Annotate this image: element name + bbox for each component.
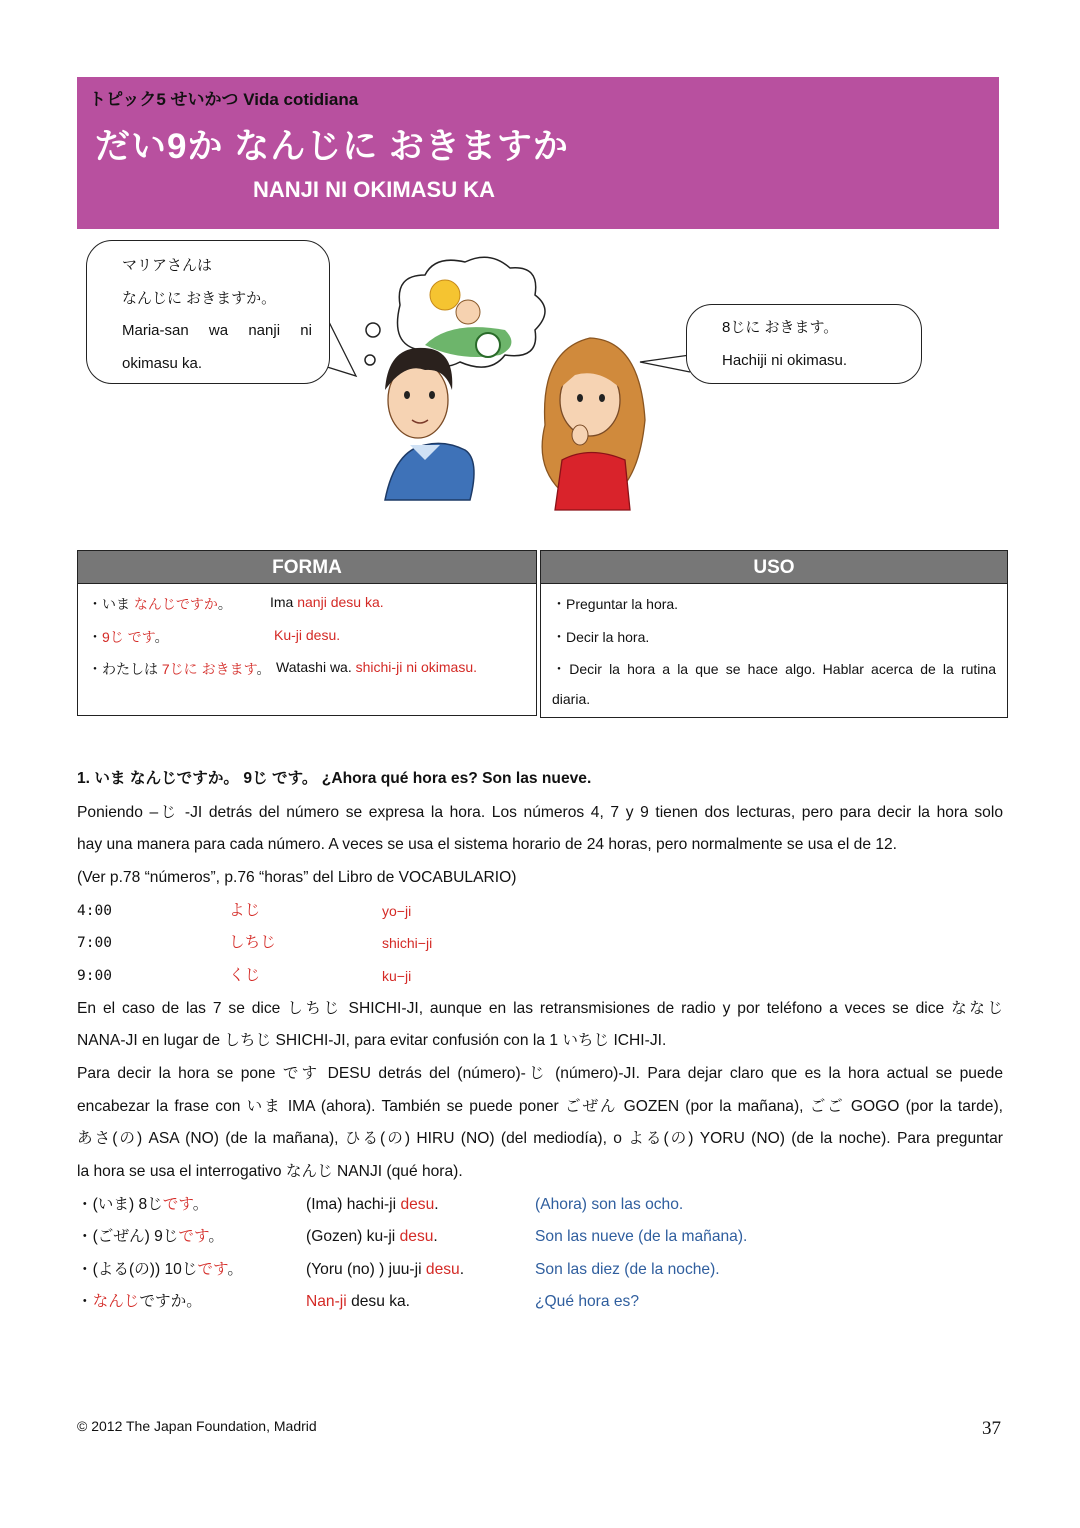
paragraph-line: NANA-JI en lugar de しちじ SHICHI-JI, para evitar confusión con la 1 いちじ ICHI-JI.: [77, 1032, 667, 1049]
forma-row-jp: [88, 659, 270, 679]
woman-hand: [572, 425, 588, 445]
forma-text: Watashi wa.: [276, 659, 356, 675]
uso-item: ・Decir la hora.: [552, 629, 650, 645]
forma-text: ・: [88, 629, 102, 645]
copyright: © 2012 The Japan Foundation, Madrid: [77, 1418, 317, 1434]
forma-text-highlight: nanji desu ka.: [297, 594, 384, 610]
example-text: ・: [77, 1293, 93, 1310]
forma-row-romaji: [276, 659, 477, 675]
uso-panel: [540, 550, 1008, 718]
sleeping-girl-head: [456, 300, 480, 324]
forma-text: 。: [256, 661, 271, 677]
forma-row-romaji: [270, 594, 384, 610]
woman-eye: [577, 394, 583, 402]
forma-text-highlight: 7じに おきます: [161, 661, 257, 677]
time-kana: よじ: [229, 902, 261, 919]
forma-text-highlight: shichi-ji ni okimasu.: [355, 659, 477, 675]
example-text: (Ima) hachi-ji: [306, 1196, 401, 1213]
time-romaji: yo−ji: [382, 903, 412, 919]
forma-text: 。: [154, 629, 169, 645]
example-jp: [77, 1254, 243, 1287]
uso-item: diaria.: [552, 691, 591, 707]
forma-row-romaji: [274, 627, 340, 643]
forma-row-jp: [88, 594, 232, 614]
example-jp: [77, 1286, 202, 1319]
example-text: ですか。: [139, 1293, 202, 1310]
forma-text: 。: [217, 596, 232, 612]
forma-text: ・いま: [88, 596, 134, 612]
bubble-word: nanji: [248, 322, 281, 339]
topic-label: トピック5 せいかつ Vida cotidiana: [89, 90, 359, 109]
bubble-word: ni: [300, 322, 312, 339]
bubble-word: wa: [208, 322, 229, 339]
alarm-clock-icon: [476, 333, 500, 357]
speech-bubble-answer: [686, 304, 922, 384]
bubble-line: 8じに おきます。: [722, 319, 839, 336]
paragraph-line: Para decir la hora se pone です DESU detrás del (número)-じ (número)-JI. Para dejar claro que es la hora actual se puede: [77, 1065, 1003, 1082]
time-value: 4:00: [77, 903, 112, 919]
uso-item: ・Decir la hora a la que se hace algo. Hablar acerca de la rutina: [552, 661, 996, 677]
lesson-title-japanese: だい9か なんじに おきますか: [95, 127, 569, 166]
example-text-highlight: desu: [399, 1228, 434, 1245]
example-text: desu ka.: [346, 1293, 411, 1310]
example-text: .: [433, 1228, 438, 1245]
bubble-word: Maria-san: [122, 322, 189, 339]
example-text: ・(いま) 8じ: [77, 1196, 163, 1213]
example-translation: Son las nueve (de la mañana).: [535, 1228, 748, 1245]
forma-text-highlight: 9じ です: [102, 629, 155, 645]
time-value: 7:00: [77, 935, 112, 951]
example-translation: (Ahora) son las ocho.: [535, 1196, 684, 1213]
example-text-highlight: desu: [425, 1261, 460, 1278]
man-eye: [429, 391, 435, 399]
paragraph-line: (Ver p.78 “números”, p.76 “horas” del Libro de VOCABULARIO): [77, 869, 517, 886]
bubble-line: okimasu ka.: [122, 354, 203, 372]
example-romaji: [306, 1254, 464, 1287]
example-text-highlight: なんじ: [92, 1293, 140, 1310]
forma-text-highlight: Ku-ji desu.: [274, 627, 341, 643]
forma-text: Ima: [270, 594, 298, 610]
paragraph-line: En el caso de las 7 se dice しちじ SHICHI-JI, aunque en las retransmisiones de radio y por teléfono a veces se dice ななじ: [77, 1000, 1003, 1017]
example-text: 。: [208, 1228, 224, 1245]
example-text-highlight: です: [178, 1228, 209, 1245]
example-text: .: [434, 1196, 439, 1213]
thought-dot: [365, 355, 375, 365]
example-text: 。: [192, 1196, 209, 1213]
example-jp: [77, 1189, 208, 1222]
woman-eye: [599, 394, 605, 402]
example-text: ・(ごぜん) 9じ: [77, 1228, 179, 1245]
example-text: 。: [227, 1261, 243, 1278]
sun-icon: [430, 280, 460, 310]
example-text: .: [459, 1261, 465, 1278]
thought-dot: [366, 323, 380, 337]
paragraph-line: hay una manera para cada número. A veces se usa el sistema horario de 24 horas, pero normalmente se usa el de 12.: [77, 836, 898, 853]
example-jp: [77, 1221, 224, 1254]
example-translation: ¿Qué hora es?: [535, 1293, 640, 1310]
forma-text: ・わたしは: [88, 661, 162, 677]
example-text-highlight: です: [162, 1196, 193, 1213]
man-eye: [404, 391, 410, 399]
example-translation: Son las diez (de la noche).: [535, 1261, 720, 1278]
example-text: (Yoru (no) ) juu-ji: [306, 1261, 426, 1278]
time-kana: しちじ: [229, 934, 276, 951]
bubble-line: Hachiji ni okimasu.: [722, 351, 848, 369]
forma-heading: FORMA: [78, 551, 536, 584]
lesson-title-romaji: NANJI NI OKIMASU KA: [253, 177, 496, 202]
time-kana: くじ: [229, 967, 261, 984]
woman-top: [555, 453, 630, 511]
uso-heading: USO: [541, 551, 1007, 584]
paragraph-line: あさ(の) ASA (NO) (de la mañana), ひる(の) HIRU (NO) (del mediodía), o よる(の) YORU (NO) (de la noche). Para preguntar: [77, 1130, 1003, 1147]
example-text-highlight: です: [197, 1261, 228, 1278]
paragraph-line: encabezar la frase con いま IMA (ahora). También se puede poner ごぜん GOZEN (por la mañana), ごご GOGO (por la tarde),: [77, 1098, 1003, 1115]
time-romaji: shichi−ji: [382, 935, 433, 951]
example-text-highlight: Nan-ji: [306, 1293, 347, 1310]
example-romaji: [306, 1286, 410, 1319]
forma-text-highlight: なんじですか: [133, 596, 218, 612]
example-text: ・(よる(の)) 10じ: [77, 1261, 198, 1278]
bubble-line: マリアさんは: [122, 257, 213, 274]
example-text: (Gozen) ku-ji: [306, 1228, 400, 1245]
forma-row-jp: [88, 627, 169, 647]
paragraph-line: la hora se usa el interrogativo なんじ NANJI (qué hora).: [77, 1163, 463, 1180]
time-romaji: ku−ji: [382, 968, 412, 984]
paragraph-line: Poniendo –じ -JI detrás del número se expresa la hora. Los números 4, 7 y 9 tienen dos lecturas, pero para decir la hora solo: [77, 804, 1003, 821]
example-romaji: [306, 1189, 439, 1222]
example-text-highlight: desu: [400, 1196, 435, 1213]
forma-panel: [77, 550, 537, 716]
speech-bubble-question: [86, 240, 330, 384]
bubble-line: なんじに おきますか。: [122, 289, 277, 307]
page-number: 37: [982, 1418, 1001, 1439]
dialogue-illustration: [340, 250, 700, 530]
section-heading: 1. いま なんじですか。 9じ です。 ¿Ahora qué hora es? Son las nueve.: [77, 770, 592, 787]
bubble-line: [122, 315, 312, 348]
time-value: 9:00: [77, 968, 112, 984]
example-romaji: [306, 1221, 438, 1254]
uso-item: ・Preguntar la hora.: [552, 596, 679, 612]
